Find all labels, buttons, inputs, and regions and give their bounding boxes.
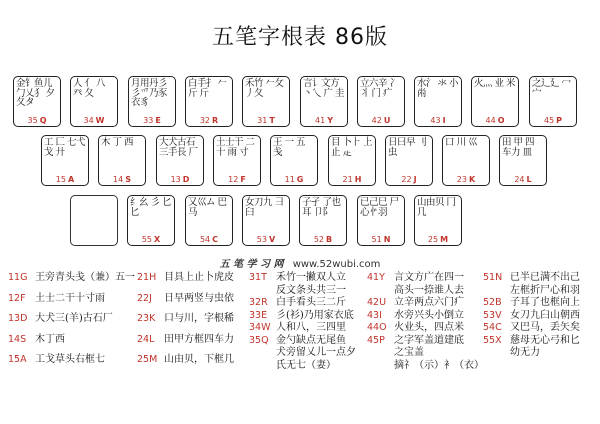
key-code xyxy=(128,235,174,244)
key-roots: 月用丹彡 彡爫乃豕 衣豸 xyxy=(131,78,168,108)
rhyme-line xyxy=(367,285,484,298)
key-letter: I xyxy=(442,116,446,125)
rhyme-text: 日早两竖与虫依 xyxy=(164,292,234,304)
key-code xyxy=(243,116,289,125)
rhyme-code: 33E xyxy=(249,309,268,321)
rhyme-text: 土士二干十寸雨 xyxy=(35,292,105,304)
key-o xyxy=(471,76,519,127)
key-roots: 土士干 二十 雨 寸 xyxy=(216,137,255,158)
key-code xyxy=(500,175,546,184)
key-d xyxy=(156,135,204,186)
key-roots: 水氵 氺 小 㡀 xyxy=(417,78,459,99)
rhyme-code: 51N xyxy=(483,272,503,283)
rhyme-line xyxy=(249,335,356,348)
rhyme-entry xyxy=(483,297,580,310)
key-roots: 田 甲 四 车力 皿 xyxy=(502,137,535,158)
key-letter: R xyxy=(212,116,219,125)
rhyme-text: 木丁西 xyxy=(35,333,65,345)
rhyme-text: 彡(衫)乃用家衣底 xyxy=(276,309,354,321)
key-code xyxy=(214,175,260,184)
rhyme-code: 55X xyxy=(483,334,502,346)
key-code xyxy=(186,116,232,125)
rhyme-code: 43I xyxy=(367,309,382,321)
rhyme-column xyxy=(249,272,356,372)
rhyme-code: 23K xyxy=(137,313,156,324)
rhyme-entry xyxy=(483,322,580,335)
key-code xyxy=(329,175,375,184)
rhyme-line xyxy=(8,272,135,285)
rhyme-line xyxy=(367,322,484,335)
rhyme-code: 45P xyxy=(367,334,385,346)
key-roots: 火灬 业 米 xyxy=(474,78,516,89)
rhyme-code: 31T xyxy=(249,272,267,283)
key-number: 23 xyxy=(456,175,467,184)
key-letter: G xyxy=(296,175,304,184)
key-letter: Q xyxy=(39,116,47,125)
key-number: 41 xyxy=(315,116,326,125)
rhyme-text: 之字军盖道建底 xyxy=(394,334,464,346)
rhyme-line xyxy=(367,347,484,360)
rhyme-text: 慈母无心弓和匕 xyxy=(510,334,580,346)
rhyme-code: 14S xyxy=(8,333,27,345)
key-roots: 山由贝 冂 几 xyxy=(417,197,456,218)
rhyme-line xyxy=(367,335,484,348)
key-code xyxy=(243,235,289,244)
rhyme-line xyxy=(249,347,356,360)
key-j xyxy=(385,135,433,186)
key-code xyxy=(415,116,461,125)
key-letter: J xyxy=(413,175,417,184)
key-roots: 目 卜⺊ 上止 龰 xyxy=(331,137,373,158)
rhyme-text: 女刀九臼山朝西 xyxy=(510,309,580,321)
rhyme-text: 白手看头三二斤 xyxy=(276,297,346,308)
site-footer xyxy=(0,255,600,270)
rhyme-entry xyxy=(137,313,234,326)
rhyme-entry xyxy=(249,335,356,373)
rhyme-entry xyxy=(249,297,356,310)
key-roots: 纟幺 彡 匕 匕 xyxy=(130,197,172,218)
rhyme-line xyxy=(367,297,484,310)
key-m xyxy=(414,195,462,246)
key-number: 33 xyxy=(143,116,154,125)
rhyme-text: 言文方广在四一 xyxy=(394,272,464,283)
rhyme-entry xyxy=(137,354,234,367)
key-r xyxy=(185,76,233,127)
rhyme-code: 13D xyxy=(8,313,28,324)
key-code xyxy=(129,116,175,125)
rhyme-line xyxy=(137,334,234,347)
rhyme-code: 12F xyxy=(8,292,26,304)
key-letter: T xyxy=(269,116,275,125)
rhyme-entry xyxy=(8,272,135,285)
rhyme-text: 王旁青头戋（兼）五一 xyxy=(35,272,135,283)
key-letter: K xyxy=(468,175,476,184)
key-number: 21 xyxy=(342,175,353,184)
rhyme-column xyxy=(483,272,580,360)
key-number: 44 xyxy=(485,116,496,125)
rhyme-line xyxy=(249,360,356,373)
key-roots: 女刀九 彐 臼 xyxy=(245,197,284,218)
rhyme-line xyxy=(249,297,356,310)
key-code xyxy=(271,175,317,184)
rhyme-text: 田甲方框四车力 xyxy=(164,333,234,345)
key-letter: O xyxy=(497,116,505,125)
rhyme-code: 41Y xyxy=(367,272,385,283)
key-code xyxy=(300,235,346,244)
rhyme-text: 幼无力 xyxy=(510,347,540,358)
rhyme-code: 22J xyxy=(137,292,152,304)
rhyme-line xyxy=(137,293,234,306)
key-l xyxy=(499,135,547,186)
key-code xyxy=(71,116,117,125)
key-letter: A xyxy=(67,175,75,184)
key-code xyxy=(14,116,60,125)
key-code xyxy=(157,175,203,184)
key-number: 52 xyxy=(313,235,325,244)
key-code xyxy=(358,116,404,125)
key-letter: L xyxy=(526,175,532,184)
key-number: 43 xyxy=(430,116,441,125)
rhyme-line xyxy=(249,310,356,323)
rhyme-text: 犬旁留乂儿一点夕 xyxy=(276,347,356,358)
rhyme-text: 反文条头共三一 xyxy=(276,284,346,296)
key-u xyxy=(357,76,405,127)
key-roots: 人 亻 八 癶 夂 xyxy=(73,78,106,99)
rhyme-text: 已半已满不出己 xyxy=(510,272,580,283)
rhyme-entry xyxy=(8,354,135,367)
key-letter: E xyxy=(155,116,161,125)
key-number: 51 xyxy=(371,235,382,244)
rhyme-text: 摘礻（示）衤（衣） xyxy=(394,359,484,371)
rhyme-text: 水旁兴头小倒立 xyxy=(394,309,464,321)
key-number: 54 xyxy=(199,235,211,244)
key-roots: 立六辛 冫丬 门 疒 xyxy=(360,78,399,99)
rhyme-entry xyxy=(483,335,580,360)
rhyme-line xyxy=(249,272,356,285)
key-number: 34 xyxy=(83,116,94,125)
rhyme-code: 52B xyxy=(483,297,502,308)
key-v xyxy=(242,195,290,246)
rhyme-line xyxy=(137,313,234,326)
key-number: 14 xyxy=(113,175,124,184)
key-roots: 子孑 了也耳 卩阝 xyxy=(302,197,341,218)
key-roots: 又巛ム 巴 马 xyxy=(188,197,227,218)
key-letter: V xyxy=(268,235,276,244)
key-number: 55 xyxy=(141,235,152,244)
key-roots: 大犬古石 三手長 厂 xyxy=(159,137,198,158)
rhyme-code: 11G xyxy=(8,272,28,283)
key-a xyxy=(41,135,89,186)
key-number: 15 xyxy=(55,175,66,184)
key-letter: W xyxy=(95,116,105,125)
rhyme-code: 15A xyxy=(8,354,27,365)
rhyme-line xyxy=(8,293,135,306)
key-number: 13 xyxy=(170,175,181,184)
key-roots: 言讠文方 丶乀 广 圭 xyxy=(303,78,345,99)
rhyme-code: 42U xyxy=(367,297,387,308)
rhyme-text: 口与川，字根稀 xyxy=(164,313,234,324)
rhyme-text: 禾竹一撇双人立 xyxy=(276,272,346,283)
key-g xyxy=(270,135,318,186)
key-number: 22 xyxy=(401,175,412,184)
key-roots: 口 川 巛 xyxy=(445,137,478,148)
rhyme-text: 人和八，三四里 xyxy=(276,322,346,333)
key-code xyxy=(443,175,489,184)
key-code xyxy=(530,116,576,125)
key-roots: 金钅鱼儿 勹乂犭 夕夂タ xyxy=(16,78,55,108)
key-b xyxy=(299,195,347,246)
rhyme-line xyxy=(483,322,580,335)
rhyme-code: 24L xyxy=(137,333,155,345)
rhyme-code: 44O xyxy=(367,322,387,333)
key-letter: U xyxy=(383,116,391,125)
key-number: 35 xyxy=(27,116,38,125)
key-number: 53 xyxy=(256,235,267,244)
key-code xyxy=(99,175,145,184)
key-letter: P xyxy=(556,116,563,125)
rhyme-line xyxy=(249,322,356,335)
rhyme-line xyxy=(8,354,135,367)
rhyme-text: 氏无七（妻） xyxy=(276,359,336,371)
key-letter: C xyxy=(212,235,219,244)
rhyme-entry xyxy=(249,322,356,335)
key-code xyxy=(301,116,347,125)
key-number: 12 xyxy=(228,175,239,184)
key-letter: S xyxy=(125,175,131,184)
key-roots: 已己巳 尸 心㣺羽 xyxy=(360,197,399,218)
rhyme-line xyxy=(367,360,484,373)
key-f xyxy=(213,135,261,186)
key-number: 24 xyxy=(514,175,525,184)
key-roots: 工 匚 七弋戈 廾 xyxy=(44,137,86,158)
rhyme-text: 大犬三(羊)古石厂 xyxy=(35,313,113,324)
key-code xyxy=(472,116,518,125)
rhyme-line xyxy=(483,272,580,285)
rhyme-text: 高头一捺谁人去 xyxy=(394,284,464,296)
key-i xyxy=(414,76,462,127)
rhyme-entry xyxy=(367,335,484,373)
rhyme-entry xyxy=(367,272,484,297)
key-number: 45 xyxy=(543,116,555,125)
rhyme-code: 54C xyxy=(483,322,502,333)
rhyme-code: 32R xyxy=(249,297,268,308)
key-letter: X xyxy=(154,235,161,244)
rhyme-text: 左框折尸心和羽 xyxy=(510,284,580,296)
rhyme-entry xyxy=(483,272,580,297)
rhyme-line xyxy=(367,272,484,285)
blank-key xyxy=(70,195,118,246)
key-s xyxy=(98,135,146,186)
key-code xyxy=(186,235,232,244)
key-code xyxy=(358,235,404,244)
rhyme-text: 立辛两点六门疒 xyxy=(394,297,464,308)
rhyme-entry xyxy=(249,272,356,297)
key-number: 11 xyxy=(284,175,295,184)
key-letter: F xyxy=(240,175,246,184)
rhyme-text: 工戈草头右框七 xyxy=(35,354,105,365)
key-number: 32 xyxy=(199,116,210,125)
rhyme-text: 山由贝，下框几 xyxy=(164,354,234,365)
rhyme-code: 53V xyxy=(483,309,502,321)
key-n xyxy=(357,195,405,246)
key-y xyxy=(300,76,348,127)
rhyme-entry xyxy=(137,272,234,285)
key-code xyxy=(42,175,88,184)
key-roots: 木 丁 西 xyxy=(101,137,134,148)
key-number: 25 xyxy=(427,235,439,244)
rhyme-entry xyxy=(483,310,580,323)
site-name: 五 笔 学 习 网 xyxy=(219,259,284,270)
rhyme-line xyxy=(137,354,234,367)
rhyme-line xyxy=(483,347,580,360)
key-roots: 白手扌 𠂉斤 斤 xyxy=(188,78,227,99)
rhyme-line xyxy=(137,272,234,285)
rhyme-line xyxy=(8,334,135,347)
rhyme-entry xyxy=(8,313,135,326)
rhyme-line xyxy=(8,313,135,326)
key-letter: N xyxy=(383,235,391,244)
rhyme-entry xyxy=(137,334,234,347)
rhyme-line xyxy=(249,285,356,298)
key-number: 42 xyxy=(371,116,382,125)
key-roots: 之辶廴 冖 宀 xyxy=(532,78,571,99)
key-number: 31 xyxy=(257,116,268,125)
rhyme-text: 之宝盖 xyxy=(394,347,424,358)
rhyme-entry xyxy=(367,297,484,310)
rhyme-column xyxy=(367,272,484,372)
key-letter: H xyxy=(354,175,362,184)
key-q xyxy=(13,76,61,127)
rhyme-line xyxy=(483,335,580,348)
rhyme-entry xyxy=(249,310,356,323)
rhyme-text: 又巴马，丢矢矣 xyxy=(510,322,580,333)
rhyme-column xyxy=(137,272,234,375)
rhyme-column xyxy=(8,272,135,375)
rhyme-text: 火业头，四点米 xyxy=(394,322,464,333)
rhyme-text: 子耳了也框向上 xyxy=(510,297,580,308)
rhyme-line xyxy=(367,310,484,323)
rhyme-entry xyxy=(367,310,484,323)
key-e xyxy=(128,76,176,127)
key-roots: 禾竹 𠂉攵 丿夂 xyxy=(245,78,284,99)
rhyme-code: 35Q xyxy=(249,334,269,346)
rhyme-code: 25M xyxy=(137,354,158,365)
key-t xyxy=(242,76,290,127)
rhyme-line xyxy=(483,285,580,298)
key-roots: 日曰早 刂 虫 xyxy=(388,137,427,158)
site-url: www.52wubi.com xyxy=(292,259,381,270)
rhyme-entry xyxy=(8,293,135,306)
key-code xyxy=(386,175,432,184)
key-letter: B xyxy=(326,235,333,244)
key-roots: 王 一 五 戋 xyxy=(273,137,306,158)
rhyme-entry xyxy=(8,334,135,347)
key-k xyxy=(442,135,490,186)
key-c xyxy=(185,195,233,246)
rhyme-entry xyxy=(367,322,484,335)
rhyme-code: 21H xyxy=(137,272,157,283)
rhyme-line xyxy=(483,297,580,310)
key-w xyxy=(70,76,118,127)
key-letter: D xyxy=(182,175,190,184)
key-x xyxy=(127,195,175,246)
rhyme-entry xyxy=(137,293,234,306)
rhyme-line xyxy=(483,310,580,323)
key-letter: Y xyxy=(327,116,333,125)
key-letter: M xyxy=(440,235,449,244)
rhyme-text: 金勺缺点无尾鱼 xyxy=(276,334,346,346)
rhyme-code: 34W xyxy=(249,322,271,333)
rhyme-text: 目具上止卜虎皮 xyxy=(164,272,234,283)
key-h xyxy=(328,135,376,186)
key-p xyxy=(529,76,577,127)
key-code xyxy=(415,235,461,244)
page-title: 五笔字根表 86版 xyxy=(212,25,388,50)
